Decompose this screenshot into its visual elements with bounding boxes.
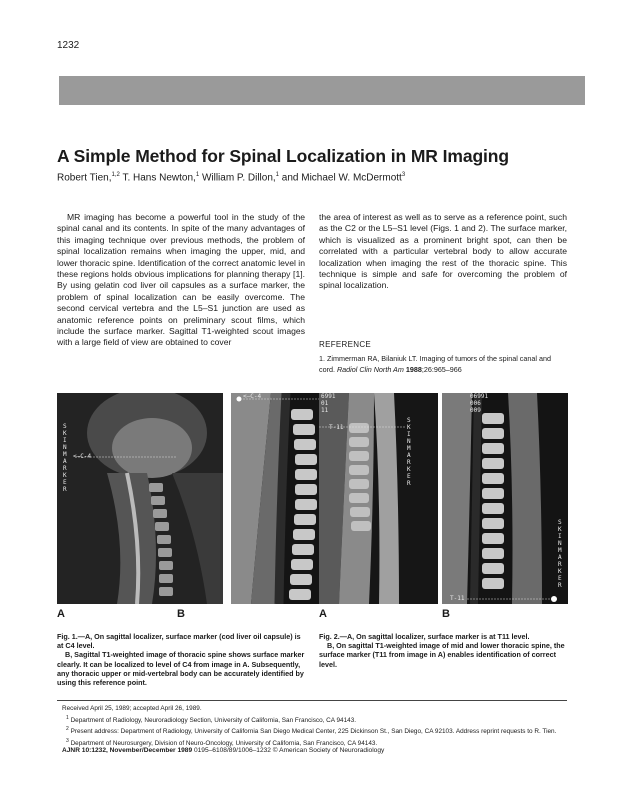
author-name: Robert Tien, <box>57 172 112 184</box>
body-text-left: MR imaging has become a powerful tool in the study of the spinal canal and its contents. In spite of the many advantages of this imaging technique over previous methods, the problem of spinal localization remains when imaging the upper, mid, and lower thoracic spine. Identification of the correct anatomic level in these regions holds obvious implications for planning therapy [1]. By using gelatin cod liver oil capsules as a surface marker, the problem of spinal localization can be easily overcome. The second cervical vertebra and the L5–S1 junction are used as anatomic reference points on preliminary scout films, which include the surface marker. Sagittal T1-weighted scout images with a large field of view are obtained to cover <box>57 212 305 348</box>
figure-2a-image <box>319 393 438 604</box>
reference-text: 1. Zimmerman RA, Bilaniuk LT. Imaging of tumors of the spinal canal and cord. <box>319 354 551 374</box>
mri-sagittal-t1 <box>442 393 568 604</box>
t11-marker-label: T-11 <box>329 424 344 431</box>
overlay-line: 06991 <box>470 393 489 400</box>
figure-1-caption <box>57 632 305 687</box>
caption-title: Fig. 2.—A, On sagittal localizer, surface marker is at T11 level. <box>319 632 530 641</box>
footnote-item: $^3$ Department of Neurosurgery, Division of Neuro-Oncology, University of California, San Francisco, CA 94143. <box>66 738 378 748</box>
author-affiliation: 1 <box>275 172 280 178</box>
journal-copyright: 0195–6108/89/1006–1232 © American Society of Neuroradiology <box>193 747 385 754</box>
figure-2-caption <box>319 632 567 669</box>
overlay-line: 006 <box>470 400 481 407</box>
reference-item <box>319 354 567 375</box>
author-affiliation: 3 <box>401 172 406 178</box>
author-name: and Michael W. McDermott <box>281 172 402 184</box>
overlay-line: 6991 <box>321 393 336 400</box>
header-bar <box>59 76 585 105</box>
author-affiliation: 1 <box>195 172 200 178</box>
scan-overlay-text <box>321 393 335 414</box>
footnote-divider <box>57 700 567 701</box>
caption-body: B, Sagittal T1-weighted image of thoracic spine shows surface marker clearly. It can be localized to level of C4 from image in A. Subsequently, any thoracic upper or mid-vertebral body can be accurately identified by using this reference point. <box>57 650 305 688</box>
figure-2b-image <box>442 393 568 604</box>
page-number: 1232 <box>57 40 80 51</box>
mri-sagittal-localizer <box>57 393 223 604</box>
reference-pages: ;26:965–966 <box>421 364 462 374</box>
footnote-item: $^1$ Department of Radiology, Neuroradiology Section, University of California, San Francisco, CA 94143. <box>66 714 357 724</box>
journal-issue: AJNR 10:1232, November/December 1989 <box>62 747 193 754</box>
author-name: William P. Dillon, <box>201 172 276 184</box>
skin-marker-label: S K I N M A R K E R <box>407 417 411 487</box>
reference-journal: Radiol Clin North Am <box>336 364 404 374</box>
figure-1a-image <box>57 393 223 604</box>
skin-marker-label: S K I N M A R K E R <box>63 423 67 493</box>
c4-marker-label: <—C-4 <box>73 453 92 460</box>
article-title: A Simple Method for Spinal Localization in MR Imaging <box>57 146 509 166</box>
footnote-item: $^2$ Present address: Department of Radiology, University of California San Diego Medical Center, 225 Dickinson St., San Diego, CA 92103. Address reprint requests to R. Tien. <box>66 726 557 736</box>
overlay-line: 11 <box>321 407 329 414</box>
overlay-line: 01 <box>321 400 329 407</box>
figure-2a-label: A <box>319 608 327 620</box>
author-name: T. Hans Newton, <box>122 172 196 184</box>
figure-2b-label: B <box>442 608 450 620</box>
c4-marker-label: <—C-4 <box>243 393 262 400</box>
author-list <box>57 172 405 183</box>
reference-heading: REFERENCE <box>319 340 372 349</box>
t11-marker-label: T-11 <box>450 595 465 602</box>
figure-1b-label: B <box>177 608 185 620</box>
overlay-line: 009 <box>470 407 481 414</box>
received-date: Received April 25, 1989; accepted April 26, 1989. <box>62 705 202 712</box>
body-text-right: the area of interest as well as to serve as a reference point, such as the C2 or the L5–S1 level (Figs. 1 and 2). The surface marker, which is visualized as a prominent bright spot, can then be correlated with a particular vertebral body to allow accurate localization when imaging the rest of the thoracic spine. This technique is simple and safe for overcoming the problem of spinal localization. <box>319 212 567 291</box>
footnotes <box>62 705 567 749</box>
caption-body: B, On sagittal T1-weighted image of mid and lower thoracic spine, the surface marker (T11 from image in A) enables identification of correct level. <box>319 641 565 669</box>
skin-marker-label: S K I N M A R K E R <box>558 519 562 589</box>
figure-1a-label: A <box>57 608 65 620</box>
journal-citation <box>62 747 384 754</box>
reference-year: 1988 <box>405 364 422 374</box>
scan-overlay-text <box>470 393 488 414</box>
caption-title: Fig. 1.—A, On sagittal localizer, surface marker (cod liver oil capsule) is at C4 level. <box>57 632 301 651</box>
author-affiliation: 1,2 <box>111 172 120 178</box>
